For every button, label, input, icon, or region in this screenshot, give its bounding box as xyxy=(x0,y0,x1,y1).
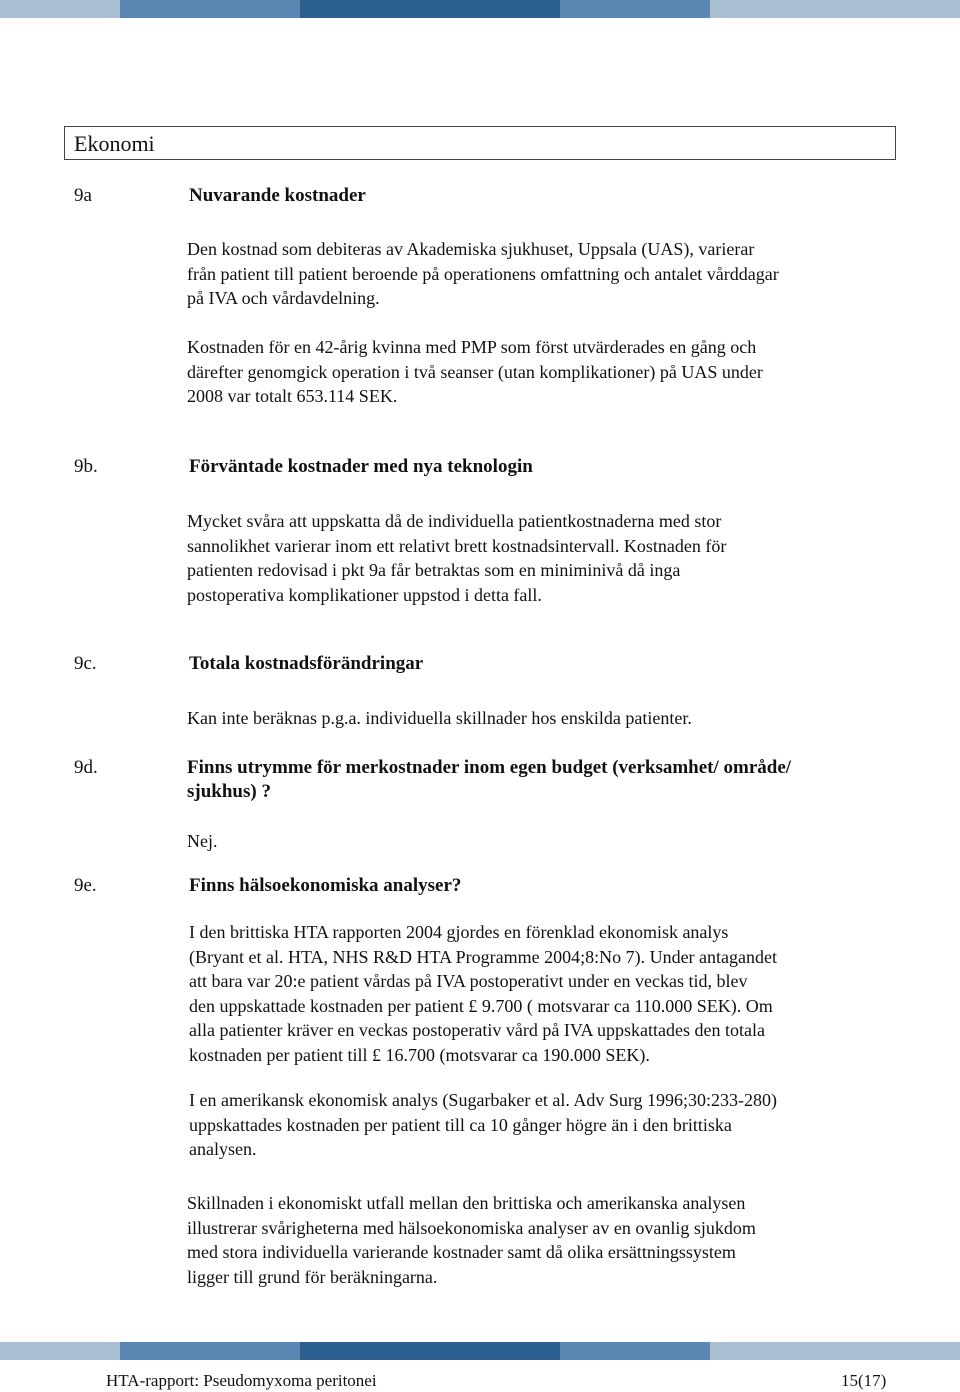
paragraph-9d: Nej. xyxy=(187,831,218,851)
paragraph-9c: Kan inte beräknas p.g.a. individuella skillnader hos enskilda patienter. xyxy=(187,708,692,728)
paragraph-9b: Mycket svåra att uppskatta då de individuella patientkostnaderna med stor sannolikhet varierar inom ett relativt brett kostnadsintervall. Kostnaden för patienten redovisad i pkt 9a får betraktas som en miniminivå då inga postoperativa komplikationer uppstod i detta fall. xyxy=(187,511,727,605)
section-heading-9c: Totala kostnadsförändringar xyxy=(189,653,424,674)
paragraph-9e-1: I den brittiska HTA rapporten 2004 gjordes en förenklad ekonomisk analys (Bryant et al. HTA, NHS R&D HTA Programme 2004;8:No 7). Under antagandet att bara var 20:e patient vårdas på IVA postoperativt under en veckas tid, blev den uppskattade kostnaden per patient £ 9.700 ( motsvarar ca 110.000 SEK). Om alla patienter kräver en veckas postoperativ vård på IVA uppskattades den totala kostnaden per patient till £ 16.700 (motsvarar ca 190.000 SEK). xyxy=(189,922,778,1065)
footer-page-number: 15(17) xyxy=(841,1371,887,1390)
section-number-9d: 9d. xyxy=(74,757,98,778)
section-heading-9a: Nuvarande kostnader xyxy=(189,185,366,206)
section-title: Ekonomi xyxy=(64,126,896,160)
paragraph-9e-2: I en amerikansk ekonomisk analys (Sugarbaker et al. Adv Surg 1996;30:233-280) uppskattades kostnaden per patient till ca 10 gånger högre än i den brittiska analysen. xyxy=(189,1090,778,1159)
header-stripe xyxy=(0,0,960,18)
paragraph-9a-2: Kostnaden för en 42-årig kvinna med PMP som först utvärderades en gång och därefter genomgick operation i två seanser (utan komplikationer) på UAS under 2008 var totalt 653.114 SEK. xyxy=(187,337,763,406)
paragraph-9e-3: Skillnaden i ekonomiskt utfall mellan den brittiska och amerikanska analysen illustrerar svårigheterna med hälsoekonomiska analyser av en ovanlig sjukdom med stora individuella varierande kostnader samt då olika ersättningssystem ligger till grund för beräkningarna. xyxy=(187,1193,756,1287)
footer-report-title: HTA-rapport: Pseudomyxoma peritonei xyxy=(106,1371,377,1390)
section-number-9a: 9a xyxy=(74,185,92,206)
paragraph-9a-1: Den kostnad som debiteras av Akademiska sjukhuset, Uppsala (UAS), varierar från patient till patient beroende på operationens omfattning och antalet vårddagar på IVA och vårdavdelning. xyxy=(187,239,779,308)
section-number-9e: 9e. xyxy=(74,875,97,896)
section-number-9b: 9b. xyxy=(74,456,98,477)
section-number-9c: 9c. xyxy=(74,653,97,674)
section-heading-9e: Finns hälsoekonomiska analyser? xyxy=(189,875,462,896)
section-heading-9d: Finns utrymme för merkostnader inom egen budget (verksamhet/ område/ sjukhus) ? xyxy=(187,757,792,802)
section-heading-9b: Förväntade kostnader med nya teknologin xyxy=(189,456,533,477)
footer-stripe xyxy=(0,1342,960,1360)
